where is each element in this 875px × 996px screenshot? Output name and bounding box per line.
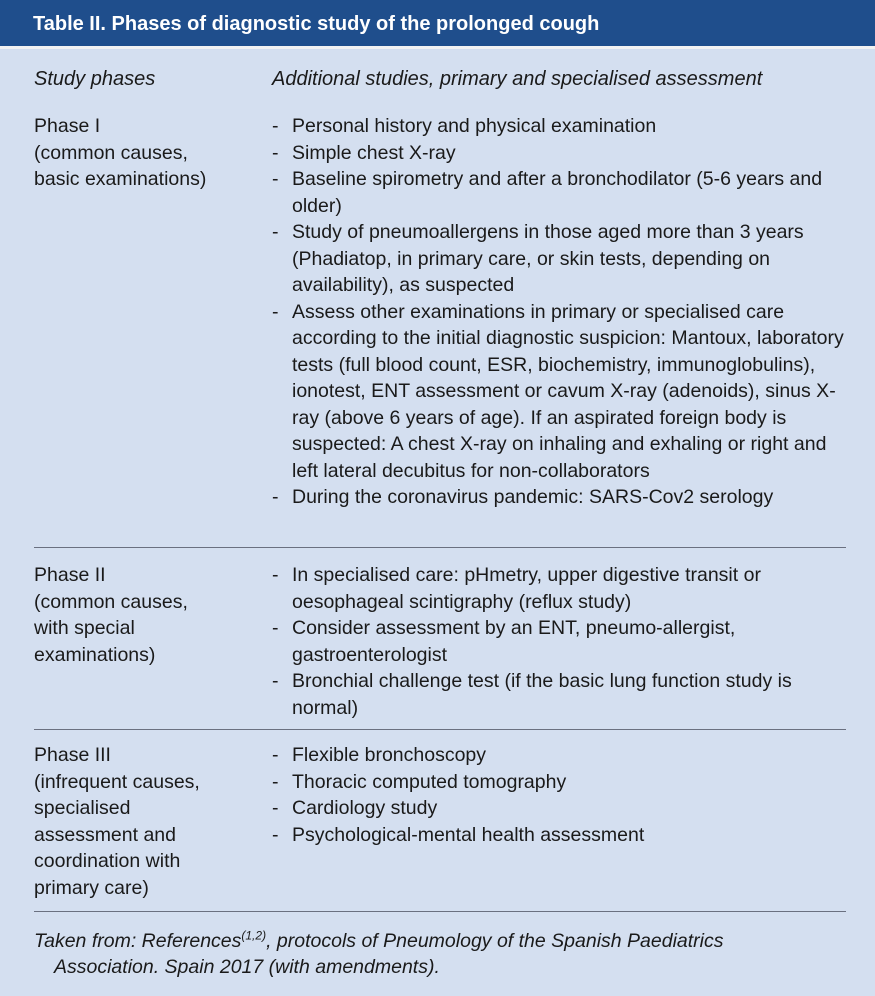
row-divider	[34, 911, 846, 912]
phase-1-items	[272, 113, 847, 511]
list-item: - Personal history and physical examination	[272, 113, 847, 140]
list-item: - Bronchial challenge test (if the basic lung function study is normal)	[272, 668, 847, 721]
header-study-phases: Study phases	[34, 68, 156, 90]
list-item: - In specialised care: pHmetry, upper digestive transit or oesophageal scintigraphy (reflux study)	[272, 562, 847, 615]
table-footnote	[34, 928, 834, 980]
header-additional-studies: Additional studies, primary and specialised assessment	[272, 68, 763, 90]
footnote-rest: , protocols of Pneumology of the Spanish Paediatrics	[266, 930, 724, 952]
phase-2-items	[272, 562, 847, 721]
list-item: - Baseline spirometry and after a bronchodilator (5-6 years and older)	[272, 166, 847, 219]
list-item: - Simple chest X-ray	[272, 140, 847, 167]
row-divider	[34, 547, 846, 548]
list-item: - Consider assessment by an ENT, pneumo-allergist, gastroenterologist	[272, 615, 847, 668]
list-item: - Psychological-mental health assessment	[272, 822, 847, 849]
list-item: - Assess other examinations in primary or specialised care according to the initial diagnostic suspicion: Mantoux, laboratory tests (full blood count, ESR, biochemistry, immunoglobulins), ionotest, ENT assessment or cavum X-ray (adenoids), sinus X-ray (above 6 years of age). If an aspirated foreign body is suspected: A chest X-ray on inhaling and exhaling or right and left lateral decubitus for non-collaborators	[272, 299, 847, 485]
footnote-line2: Association. Spain 2017 (with amendments).	[54, 956, 440, 978]
list-item: - Cardiology study	[272, 795, 847, 822]
list-item: - Flexible bronchoscopy	[272, 742, 847, 769]
footnote-citation: (1,2)	[241, 928, 267, 943]
row-divider	[34, 729, 846, 730]
phase-2-label: Phase II (common causes, with special examinations)	[34, 564, 188, 666]
list-item: - During the coronavirus pandemic: SARS-Cov2 serology	[272, 484, 847, 511]
table-header-row	[0, 66, 875, 96]
table-title: Table II. Phases of diagnostic study of the prolonged cough	[0, 0, 875, 49]
phase-3-label: Phase III (infrequent causes, specialised assessment and coordination with primary care)	[34, 744, 200, 899]
footnote-prefix: Taken from: References	[34, 930, 242, 952]
list-item: - Thoracic computed tomography	[272, 769, 847, 796]
phase-1-label: Phase I (common causes, basic examinations)	[34, 115, 207, 190]
phase-3-items	[272, 742, 847, 848]
list-item: - Study of pneumoallergens in those aged more than 3 years (Phadiatop, in primary care, or skin tests, depending on availability), as suspected	[272, 219, 847, 299]
